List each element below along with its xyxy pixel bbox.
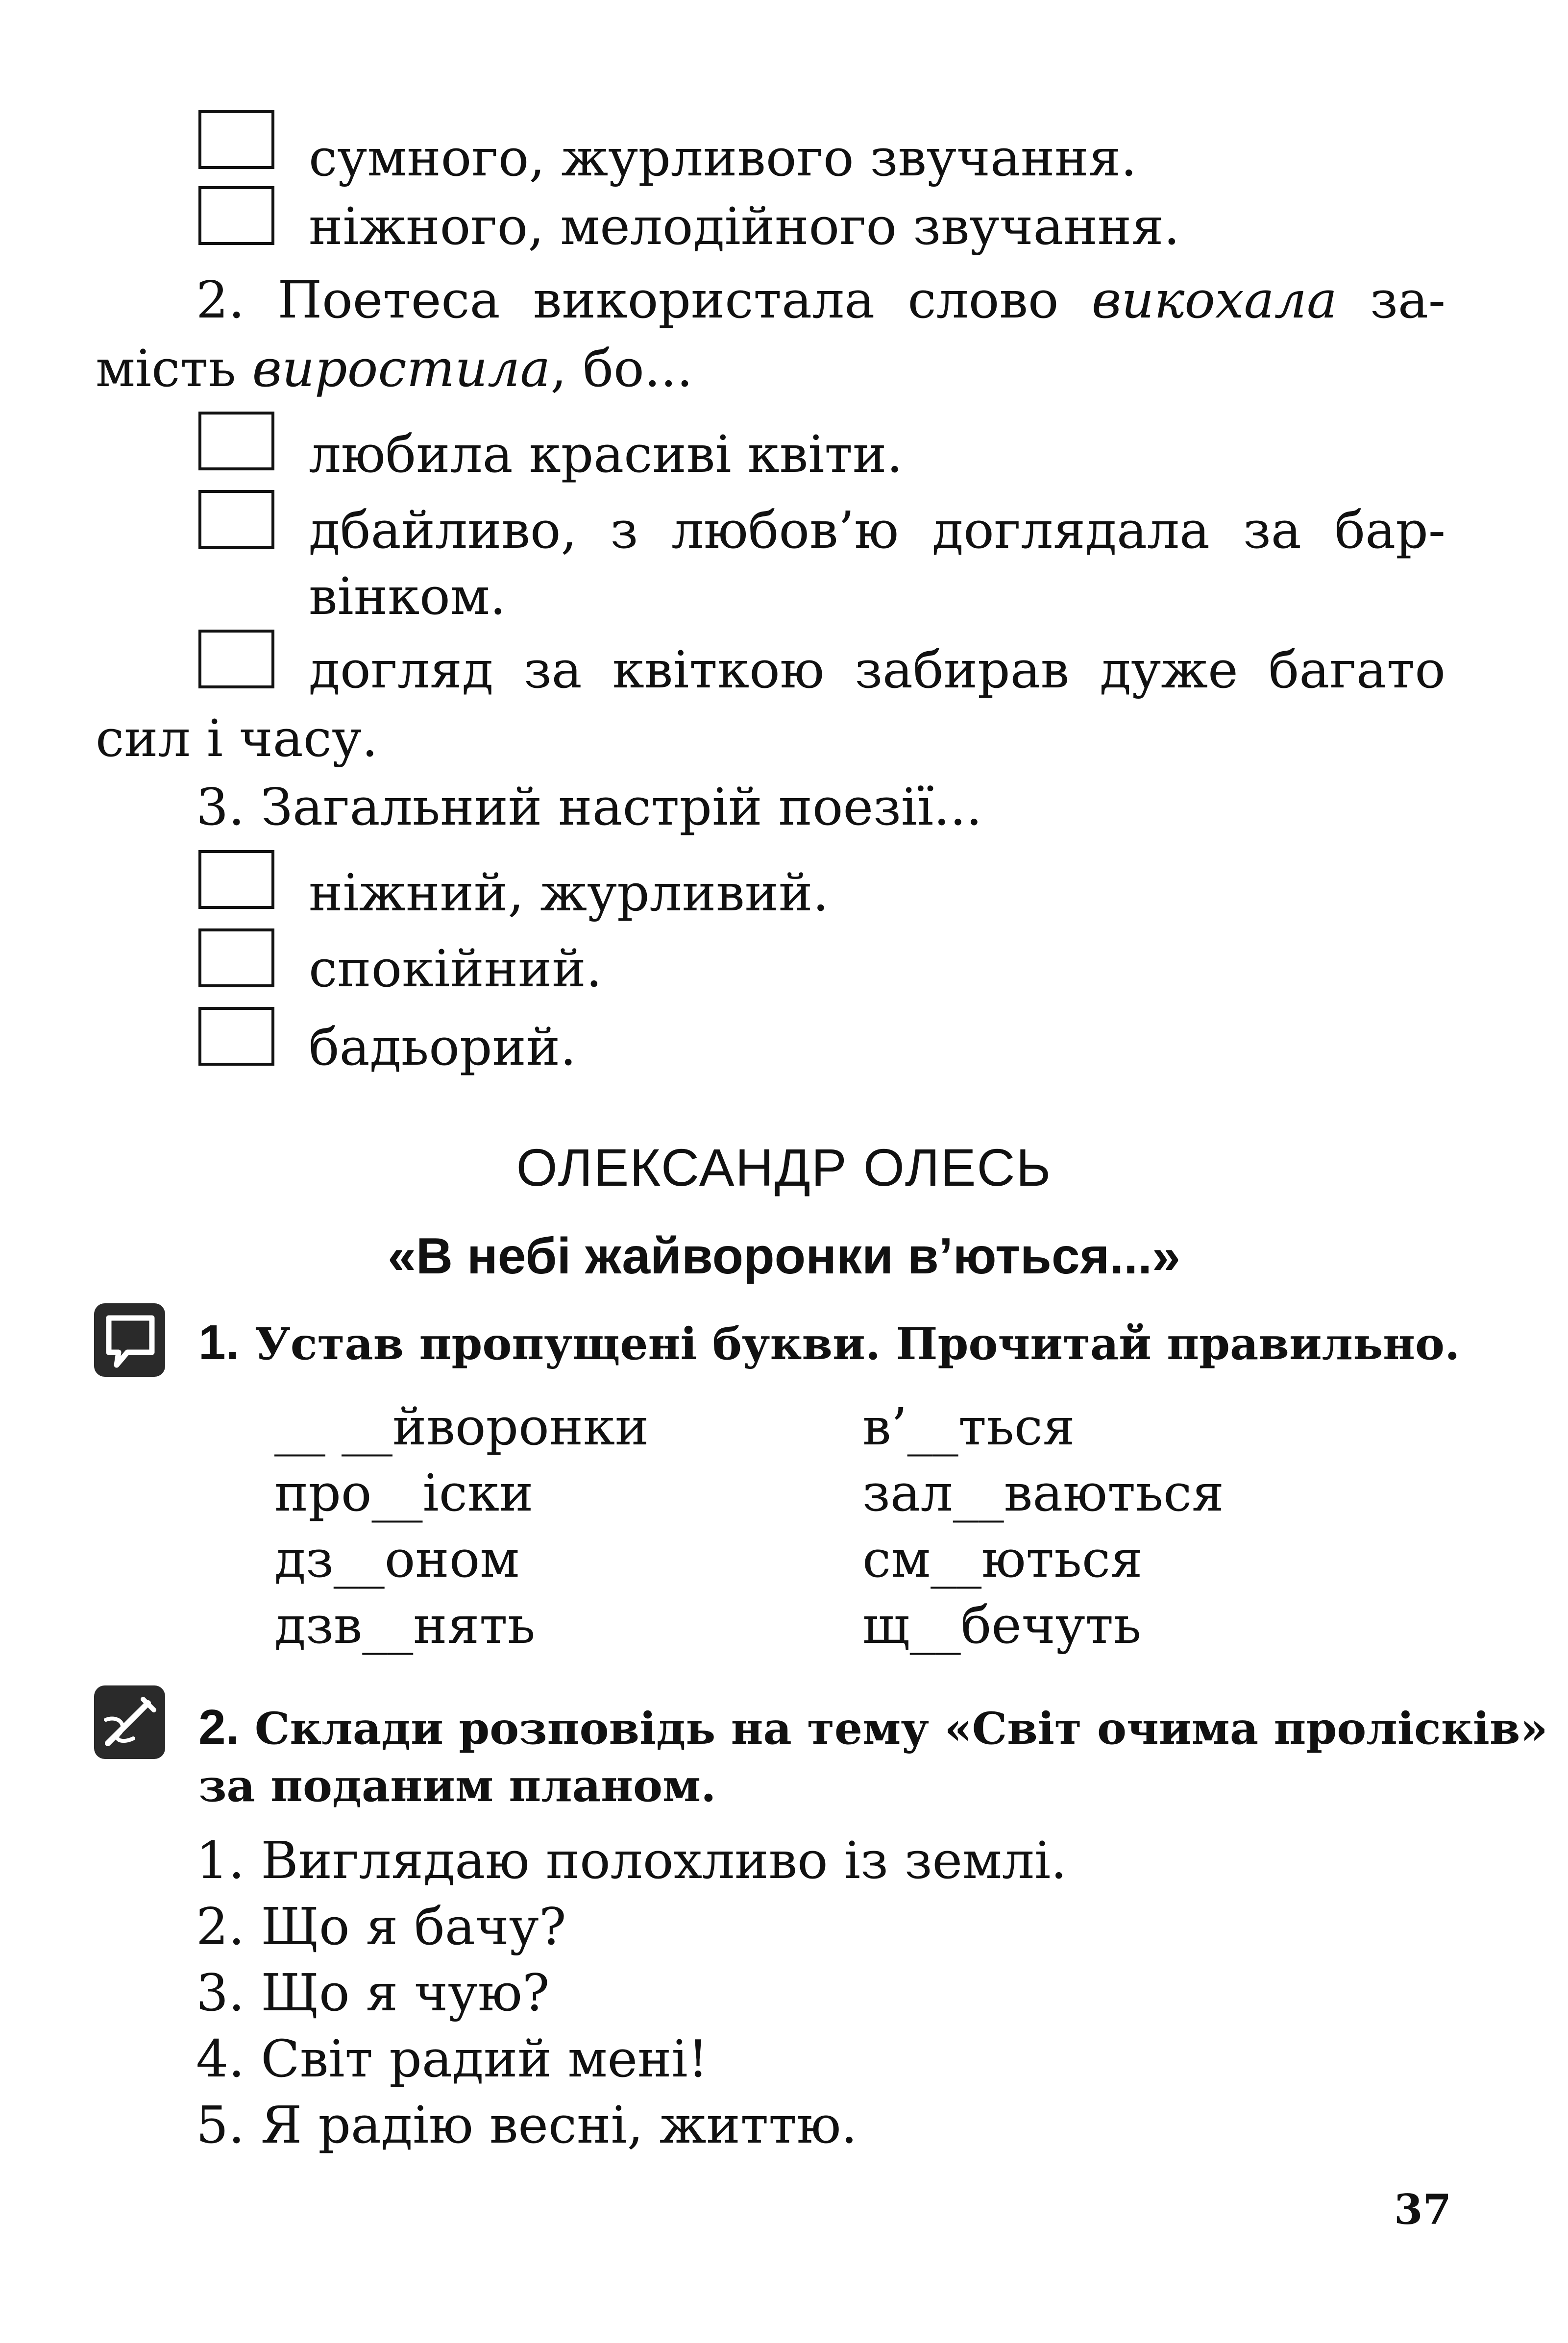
author-name: ОЛЕКСАНДР ОЛЕСЬ — [516, 1138, 1052, 1197]
word-snowdrops: про__іски — [274, 1463, 534, 1523]
word-swirl: в’__ться — [862, 1397, 1075, 1457]
plan-item-3: 3. Що я чую? — [196, 1963, 550, 2023]
plan-item-5: 5. Я радію весні, життю. — [196, 2095, 858, 2155]
option-care-took-time: догляд за квіткою забирав дуже багато — [309, 640, 1446, 700]
option-loved-flowers: любила красиві квіти. — [309, 424, 903, 484]
pencil-hand-icon — [94, 1685, 165, 1759]
question-3: 3. Загальний настрій поезії... — [196, 777, 982, 837]
checkbox-tender-sound[interactable] — [198, 186, 274, 245]
checkbox-calm-mood[interactable] — [198, 928, 274, 987]
task-2-instruction: 2. Склади розповідь на тему «Світ очима пролісків» — [198, 1700, 1548, 1755]
option-sad-sound: сумного, журливого звучання. — [309, 128, 1137, 188]
task-1-instruction: 1. Устав пропущені букви. Прочитай правильно. — [198, 1315, 1460, 1370]
word-laugh: см__ються — [862, 1529, 1143, 1589]
checkbox-tender-mood[interactable] — [198, 850, 274, 909]
checkbox-cheerful-mood[interactable] — [198, 1007, 274, 1066]
option-tender-mood: ніжний, журливий. — [309, 863, 829, 923]
checkbox-cared-lovingly[interactable] — [198, 490, 274, 549]
checkbox-care-took-time[interactable] — [198, 630, 274, 688]
question-2-line1: 2. Поетеса використала слово викохала за- — [196, 270, 1446, 330]
option-calm-mood: спокійний. — [309, 939, 602, 999]
option-care-took-time-cont: сил і часу. — [96, 708, 378, 768]
checkbox-loved-flowers[interactable] — [198, 412, 274, 470]
word-larks: __ __йворонки — [274, 1397, 649, 1457]
option-tender-sound: ніжного, мелодійного звучання. — [309, 196, 1180, 256]
page-number: 37 — [1394, 2185, 1451, 2234]
question-2-line2: мість виростила, бо... — [96, 339, 693, 398]
word-court: зал__ваються — [862, 1463, 1224, 1523]
task-2-instruction-cont: за поданим планом. — [198, 1760, 716, 1812]
word-ring: дзв__нять — [274, 1595, 536, 1655]
checkbox-sad-sound[interactable] — [198, 110, 274, 169]
plan-item-4: 4. Світ радий мені! — [196, 2029, 709, 2089]
speech-bubble-icon — [94, 1303, 165, 1377]
plan-item-2: 2. Що я бачу? — [196, 1897, 566, 1956]
plan-item-1: 1. Виглядаю полохливо із землі. — [196, 1830, 1067, 1890]
poem-title: «В небі жайворонки в’ються...» — [388, 1228, 1180, 1285]
option-cheerful-mood: бадьорий. — [309, 1017, 577, 1077]
option-cared-lovingly: дбайливо, з любов’ю доглядала за бар- — [309, 500, 1446, 560]
word-chirp: щ__бечуть — [862, 1595, 1141, 1655]
option-cared-lovingly-cont: вінком. — [309, 566, 506, 626]
word-ringing: дз__оном — [274, 1529, 520, 1589]
